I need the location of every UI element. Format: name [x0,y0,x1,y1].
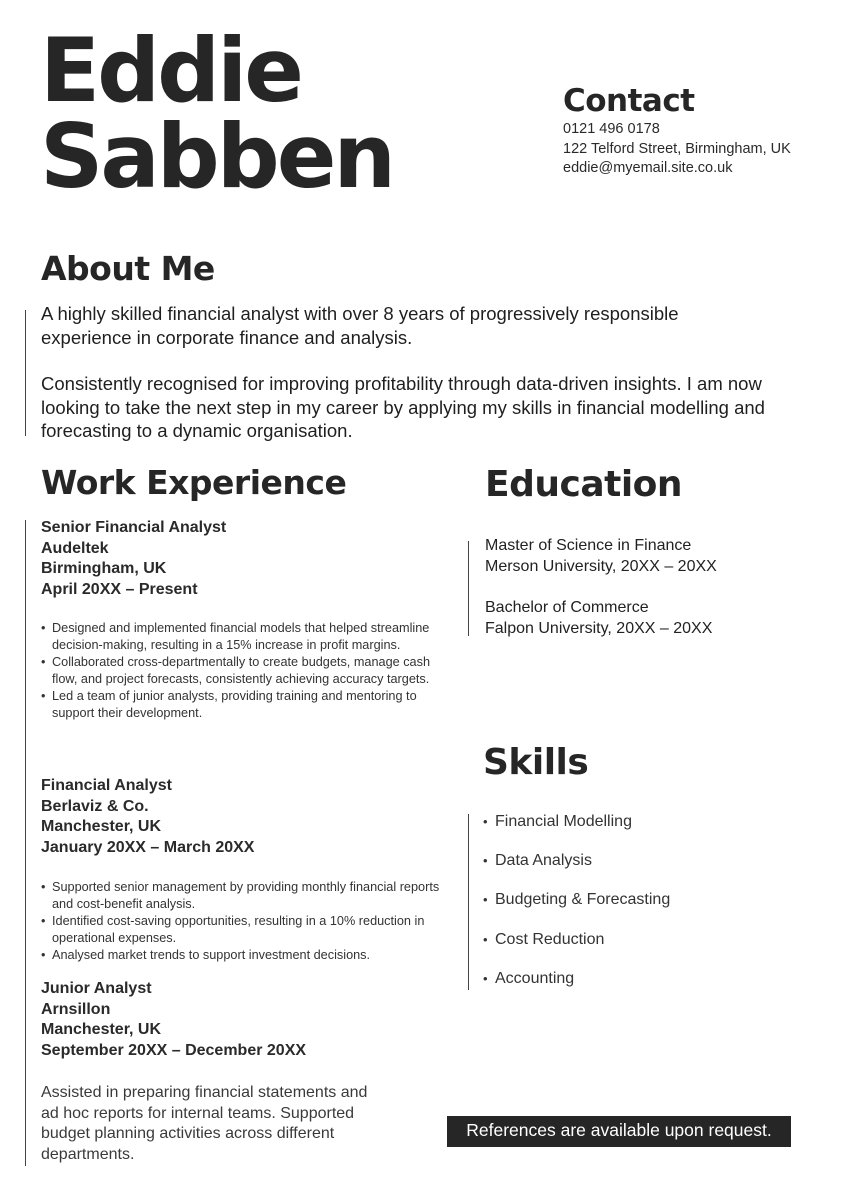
education-degree: Bachelor of Commerce [485,599,649,616]
contact-phone: 0121 496 0178 [563,121,660,137]
job-bullets [41,620,441,722]
contact-email: eddie@myemail.site.co.uk [563,160,733,176]
skill-item: • Financial Modelling [483,811,670,850]
job-dates: September 20XX – December 20XX [41,1042,307,1060]
job-bullet: • Analysed market trends to support investment decisions. [41,947,441,964]
education-entry [485,535,717,577]
skill-item: • Cost Reduction [483,929,670,968]
skills-list [483,811,670,1007]
education-school: Falpon University, 20XX – 20XX [485,620,713,637]
education-degree: Master of Science in Finance [485,537,692,554]
skill-item: • Data Analysis [483,850,670,889]
job-company: Berlaviz & Co. [41,797,149,815]
contact-address: 122 Telford Street, Birmingham, UK [563,140,791,157]
last-name: Sabben [40,105,394,208]
candidate-name [40,19,394,208]
job-dates: January 20XX – March 20XX [41,839,255,857]
job-company: Arnsillon [41,1000,111,1018]
job-bullet: • Collaborated cross-departmentally to create budgets, manage cash flow, and project forecasts, consistently achieving accuracy targets. [41,654,441,688]
about-paragraph: A highly skilled financial analyst with over 8 years of progressively responsible experience in corporate finance and analysis. [41,303,679,348]
job-location: Manchester, UK [41,1021,162,1039]
about-title: About Me [41,249,215,288]
education-title: Education [485,464,683,505]
contact-title: Contact [563,83,695,119]
about-divider [25,310,26,436]
job-bullet: • Designed and implemented financial models that helped streamline decision-making, resulting in a 15% increase in profit margins. [41,620,441,654]
job-bullet: • Led a team of junior analysts, providing training and mentoring to support their development. [41,688,441,722]
job-entry [41,776,441,964]
work-divider [25,520,26,1166]
education-school: Merson University, 20XX – 20XX [485,558,717,575]
first-name: Eddie [40,19,301,122]
job-description: Assisted in preparing financial statements and ad hoc reports for internal teams. Supported budget planning activities across different departments. [41,1083,368,1163]
skills-divider [468,814,469,990]
job-role: Financial Analyst [41,777,172,794]
about-paragraph: Consistently recognised for improving profitability through data-driven insights. I am now looking to take the next step in my career by applying my skills in financial modelling and forecasting to a dynamic organisation. [41,373,765,441]
job-company: Audeltek [41,539,109,557]
job-bullet: • Identified cost-saving opportunities, resulting in a 10% reduction in operational expenses. [41,913,441,947]
work-title: Work Experience [41,463,347,502]
references-note: References are available upon request. [447,1116,791,1147]
education-divider [468,541,469,636]
skill-item: • Accounting [483,968,670,1007]
skill-item: • Budgeting & Forecasting [483,889,670,928]
job-role: Junior Analyst [41,980,152,997]
job-location: Manchester, UK [41,818,162,836]
job-role: Senior Financial Analyst [41,519,227,536]
job-entry [41,518,441,722]
job-dates: April 20XX – Present [41,581,198,599]
education-list [485,535,717,659]
job-bullet: • Supported senior management by providing monthly financial reports and cost-benefit analysis. [41,879,441,913]
skills-title: Skills [483,742,589,783]
job-location: Birmingham, UK [41,560,167,578]
education-entry [485,597,717,639]
contact-details [563,120,791,179]
about-text [41,302,771,466]
job-bullets [41,879,441,964]
job-entry [41,979,381,1166]
